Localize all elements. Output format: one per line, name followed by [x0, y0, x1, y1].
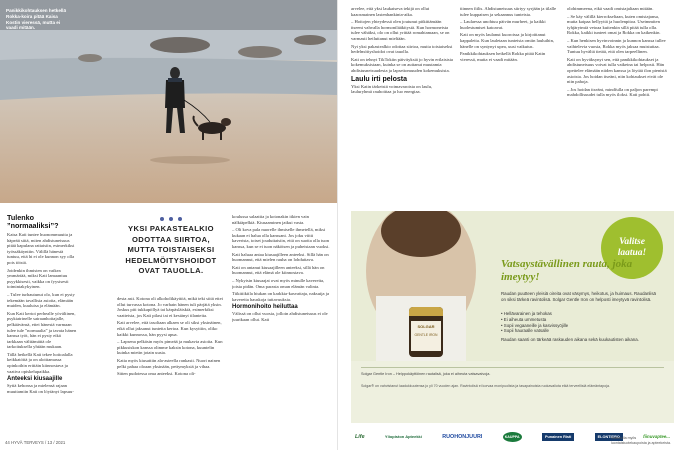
- page-footer-right: Saatavilla myös luontaistuotekaupoista ja apteekeista.: [611, 436, 671, 445]
- paragraph: – Oli kova pala nuorelle ihmiselle ihmetellä, miksi kukaan ei halua olla kanssani. Jos joku viitti kaverista, toiset jouduttaisiin, että on suotta olla tuon kanssa, kun se ei tuon näköisen ja puheistaan vuoksi.: [232, 227, 330, 249]
- jar-product: GENTLE IRON: [414, 333, 438, 337]
- paragraph: Kaisa Kati tuntee huonommuutta ja häpeää siitä, miten ahdistuneisuus pitää kapulana rattaisiin, esimerkiksi työssäkäyntiin. Välillä hänestä tuntuu, että hi ei ole kunnon syy olla pois töistä.: [7, 232, 75, 265]
- logo-yliopiston-apteekki: Yliopiston Apteekki: [384, 434, 422, 439]
- jar-lid: [409, 307, 443, 316]
- paragraph: Kati on hyväksynyt sen, että panikkikohtaukset ja ahdistuneisuus voivat tulla vaikeina tai helposti. Hän opettelee elämään niiden kanssa ja löytää ilon pienistä asioista. Jos hoidan itseäni, niin kohtaukset eivät ole niin pahoja.: [567, 56, 667, 85]
- ad-fine-print: Solgar Gentle Iron – Helppokäyttöinen rautalisä, joka ei aiheuta vatsavaivoja.: [361, 372, 491, 376]
- paragraph: Kun Kati kertoi perhealle yöväliinen, psykiatrinelle sairaanhoitajalle, pelkäävänsä, ettei hänestä varmaan tulee tule ”normaalia” ja tavata hänen kanssa työt, hän ei pysty eikä tarkkaan välttämättä ole tarkoituksella yhtään mukaan.: [7, 310, 77, 350]
- logo-punainen-risti: Punainen Risti: [542, 433, 574, 441]
- right-column-2: [460, 6, 560, 206]
- ad-headline: Vatsaystävällinen rauta, joka imeytyy!: [501, 258, 633, 283]
- heading-hormoni: Hormonihoito heiluttaa: [232, 304, 298, 311]
- badge-text: Valitse laatua!: [617, 237, 647, 258]
- logo-elontiero: ELONTIERO: [595, 433, 623, 441]
- ad-divider: [361, 367, 664, 368]
- heading-normal: Tulenko ”normaaliksi”?: [7, 214, 59, 230]
- paragraph: Katia myös kiusattiin ala-asteella rankasti. Nuori nainen pelki pahaa oloaan yksinään, pettymyksiä ja vihaa.: [117, 357, 221, 369]
- paragraph: Kati haluaa antaa kiusaajilleen anteeksi. Sillä hän on huomannut, että mielen rauha on lohduttava.: [232, 251, 329, 263]
- paragraph: Kati on antanut kiusaajilleen anteeksi, sillä hän on huomannut, että elämä ole kiinnostava.: [232, 264, 325, 276]
- page-gutter: [337, 0, 338, 450]
- heading-laulu: Laulu irti pelosta: [351, 75, 408, 83]
- ad-legal: Solgar® on vahvistanut laadukkuutensa jo yli 70 vuoden ajan. Ravintolisä ei korvaa monipuolista ja tasapainoista ruokavaliota eikä terveellisiä elämäntapoja.: [361, 384, 610, 388]
- left-column-3: [232, 214, 332, 434]
- left-column-2-body: [117, 296, 225, 434]
- paragraph: Yksi Katin tärkeistä voimavaroista on laulu, lauluryhmä rauhoittaa ja luo energiaa.: [351, 83, 433, 95]
- photo-caption: Panikkikohtauksen hetkellä Rokka-koira pitää Kaisa Kostin vieressä, mutta ei vaadi mitään.: [6, 8, 66, 31]
- paragraph: – Kun henkisen hyvinvoinnin ja kunnon kanssa tullee vaihtelevia vuosia, Rokka myös jaksaa muistuttaa. Tuntuu hyvältä tietää, että olen tarpeellinen.: [567, 37, 666, 55]
- paragraph: Kati on myös laulanut kuoroissa ja kirjoittanut kappaleita. Kun lauletaan tunteista omiin lauluihin, hänelle on syntynyt upea, uusi vaikutus.: [460, 32, 555, 49]
- logo-fiinuvaptee: fiinuvaptee...: [643, 434, 670, 439]
- logo-ruohonjuuri: RUOHONJUURI: [442, 433, 483, 440]
- logo-kauppa: KAUPPA: [503, 432, 522, 442]
- paragraph: tiinnen fiilis. Ahdistuneisuus siirtyy syrjään ja tilalle tulee kuppaisen ja sekaannus tunteista.: [460, 6, 557, 17]
- paragraph: Panikkikohtauksen hetkellä Rokka pitää Katin vieressä, mutta ei vaadi mitään.: [460, 51, 546, 62]
- right-column-1: [351, 6, 453, 206]
- paragraph: Joidenkin ihmisten on vaikea ymmärtää, miksi Kati lamaantuu psyykkisesti, vaikka on fyysisesti toimintakykyinen.: [7, 267, 69, 290]
- paragraph: Välissä on ollut vuosia, jolloin ahdistuneisuus ei ole juurikaan ollut. Kati: [232, 311, 328, 322]
- paragraph: Kati arvelee, että tasoltaan alkaen se oli siksi yksinäinen, eikä ollut jaksanut tunteita kertoa. Kun kysyttiin, oliko kaikki kunnossa, hän pyysi apua.: [117, 320, 222, 337]
- ad-bullets: [501, 311, 661, 334]
- page-footer-left: 44 HYVÄ TERVEYS / 13 / 2021: [5, 440, 66, 445]
- paragraph: desta asti. Kotona oli alkoholikäyttöä, mikä teki siitä ettei ollut turvassa kotona. Jo varhain hänen tuli pärjätä yksin. Joskus piti tukkapöllyä tai kärpäsläiskiä, esimerkiksi vaatteista, jos Kati pilasi tai ei kestänyt tilanteita.: [117, 296, 223, 318]
- paragraph: – Tulee turhautunut olo, kun ei pysty tekemään tavallisia asioita, elämään muiden, kuuluisa ja elämään.: [7, 291, 75, 309]
- right-column-3: [567, 6, 667, 206]
- hero-photo: [0, 0, 337, 203]
- paragraph: – Lapsena pelkäsin myös pimeää ja mukavia asioita. Kun pikkusiskon kanssa olimme kaksin kotona, kuuntelin kuinka mietin jotain uusia.: [117, 339, 223, 356]
- bullet-item: • Sopii hauraalle vatsalle: [501, 328, 549, 334]
- paragraph: arvelee, että yksi laukaiseva tekijä on ollut kaaosmainen lastenhankinta-aika.: [351, 6, 430, 17]
- product-jar: [409, 307, 443, 357]
- paragraph: – Jos hoidan itseäni, mindfulla on paljon parempi mahdollisuudet tulla myös iloksi. Kati pohtii.: [567, 86, 658, 98]
- paragraph: – Se käy välillä kierrokseltaan, kuten omistajansa, mutta kaipaa hellyyttä ja huolenpitoa. Useimmiten tyhjärytmiä vetoaa kuitenkin sillä pitää tulla olla. Rokka, kaikki tunteet omat ja Rokka on kaikenkin.: [567, 13, 661, 36]
- paragraph: Sitten pudotessa oma anteeksi. Kotona oli-: [117, 371, 196, 377]
- jar-label: [411, 321, 441, 351]
- paragraph: Sytiä kehonsa ja mielensä rajaan muuttamiin Kati on löytänyt lapsuu-: [7, 383, 74, 394]
- ad-body-2: Raudan saanti on tärkeää raskauden aikana sekä kuukautisten aikana.: [501, 337, 639, 342]
- paragraph: Kati on tehnyt TikTokiin päivityksiä jo hyvin erilaisista kokemuksistaan, kuinka se on auttanut muutamia ahdistusneisuudesta ja lapsettomuuden kokemuksista.: [351, 56, 453, 73]
- bullet-item: • Ei aiheuta ummetusta: [501, 316, 547, 322]
- heading-anteeksi: Anteeksi kiusaajille: [7, 376, 63, 383]
- bullet-item: • Hellävarainen ja tehokas: [501, 311, 552, 316]
- paragraph: Tällä hetkellä Kati tekee hoitoalalla keikkatöitä ja on aloittamassa opinkoihin erittäin kiinnostava ja vaativa opiskelupaikka.: [7, 351, 73, 374]
- ad-body: Raudan puutteen yleisiä oireita ovat väsymys, heikotus, ja huimaus. Raudanlisä on siksi tärkeä ravintolisä. Solgar Gentle Iron on helposti imeytyvä ravintolisä.: [501, 291, 656, 302]
- bullet-item: • Sopii vegaaneille ja kasvissyöjille: [501, 322, 569, 328]
- paragraph: Nyt yksi pakastealkio odottaa siirtoa, mutta toistaiseksi hedelmöityshoidot ovat tauolla.: [351, 43, 453, 55]
- paragraph: – Hoitojen yhteydessä olen joutunut pitkittämään itseeni vahvalla hormonilääkitystä. Kun hormoneista tulee vähäksi, olo on ollut yrittää romahtamaan, se on varmasti heiluttanut mieltään.: [351, 19, 450, 41]
- jar-brand: SOLGAR: [417, 324, 435, 329]
- logo-life: Life: [355, 433, 365, 440]
- paragraph: Tiikitiikiila hiukan on karkkia-kasvattaja, naksuija ja kavereita hauskoja tuttavuuksia.: [232, 291, 330, 302]
- paragraph: – Nykyisin kiusaajat ovat myös minulle kavereita, joista pidän. Oma parasta oman elämän valinta.: [232, 277, 325, 289]
- solgar-advertisement[interactable]: [351, 211, 674, 450]
- paragraph: olohimmeena, eikä vaadi omistajaltaan mitään.: [567, 6, 654, 11]
- left-column-1: [7, 214, 77, 434]
- paragraph: – Laulaessa unohtuu päivän murheet, ja kaikki huolestumiset katoavat.: [460, 19, 546, 30]
- paragraph: koulussa salaattia ja kotonakin itkien vain nälkiäpelkiä. Kiusaaminen jatkui vasta.: [232, 214, 309, 225]
- pull-quote: YKSI PAKASTEALKIO ODOTTAA SIIRTOA, MUTTA TOISTAISEKSI HEDELMÖITYSHOIDOT OVAT TAUOLLA.: [125, 224, 217, 275]
